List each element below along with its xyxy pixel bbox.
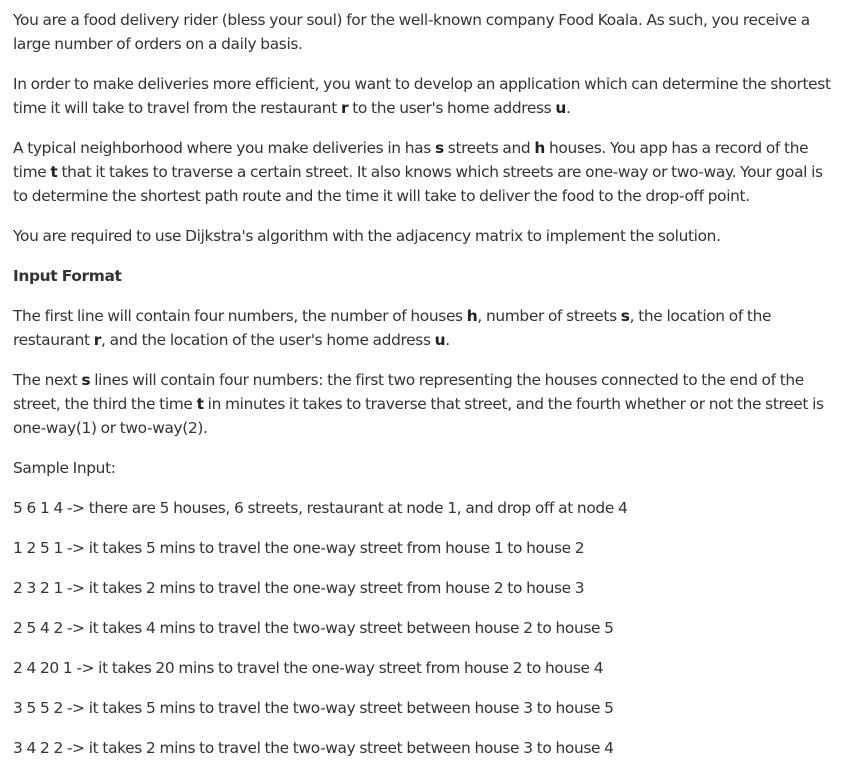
- intro-paragraph-2: In order to make deliveries more efficient, you want to develop an application which can determine the shortest time it will take to travel from the restaurant r to the user's home address u.: [13, 75, 831, 117]
- var-t: t: [196, 395, 204, 413]
- var-r: r: [340, 99, 349, 117]
- var-r: r: [93, 331, 102, 349]
- sample-input-label: Sample Input:: [13, 459, 116, 477]
- sample-line: 2 5 4 2 -> it takes 4 mins to travel the two-way street between house 2 to house 5: [13, 619, 614, 637]
- var-h: h: [466, 307, 478, 325]
- sample-line: 2 3 2 1 -> it takes 2 mins to travel the one-way street from house 2 to house 3: [13, 579, 585, 597]
- sample-line: 3 5 5 2 -> it takes 5 mins to travel the two-way street between house 3 to house 5: [13, 699, 614, 717]
- var-s: s: [434, 139, 444, 157]
- var-u: u: [434, 331, 446, 349]
- sample-line: 1 2 5 1 -> it takes 5 mins to travel the one-way street from house 1 to house 2: [13, 539, 585, 557]
- intro-paragraph-3: A typical neighborhood where you make deliveries in has s streets and h houses. You app has a record of the time t that it takes to traverse a certain street. It also knows which streets are one-way or two-way. Your goal is to determine the shortest path route and the time it will take to deliver the food to the drop-off point.: [13, 139, 823, 205]
- sample-line: 3 4 2 2 -> it takes 2 mins to travel the two-way street between house 3 to house 4: [13, 739, 614, 757]
- input-format-heading: Input Format: [13, 267, 122, 285]
- var-t: t: [50, 163, 58, 181]
- input-format-paragraph-2: The next s lines will contain four numbers: the first two representing the houses connected to the end of the street, the third the time t in minutes it takes to traverse that street, and the fourth whether or not the street is one-way(1) or two-way(2).: [13, 371, 824, 437]
- intro-paragraph-4: You are required to use Dijkstra's algorithm with the adjacency matrix to implement the solution.: [13, 227, 721, 245]
- var-s: s: [620, 307, 630, 325]
- sample-line: 2 4 20 1 -> it takes 20 mins to travel the one-way street from house 2 to house 4: [13, 659, 604, 677]
- var-s: s: [81, 371, 91, 389]
- input-format-paragraph-1: The first line will contain four numbers, the number of houses h, number of streets s, the location of the restaurant r, and the location of the user's home address u.: [13, 307, 772, 349]
- var-h: h: [534, 139, 545, 157]
- sample-line: 5 6 1 4 -> there are 5 houses, 6 streets, restaurant at node 1, and drop off at node 4: [13, 499, 628, 517]
- intro-paragraph-1: You are a food delivery rider (bless your soul) for the well-known company Food Koala. As such, you receive a large number of orders on a daily basis.: [13, 11, 810, 53]
- var-u: u: [555, 99, 566, 117]
